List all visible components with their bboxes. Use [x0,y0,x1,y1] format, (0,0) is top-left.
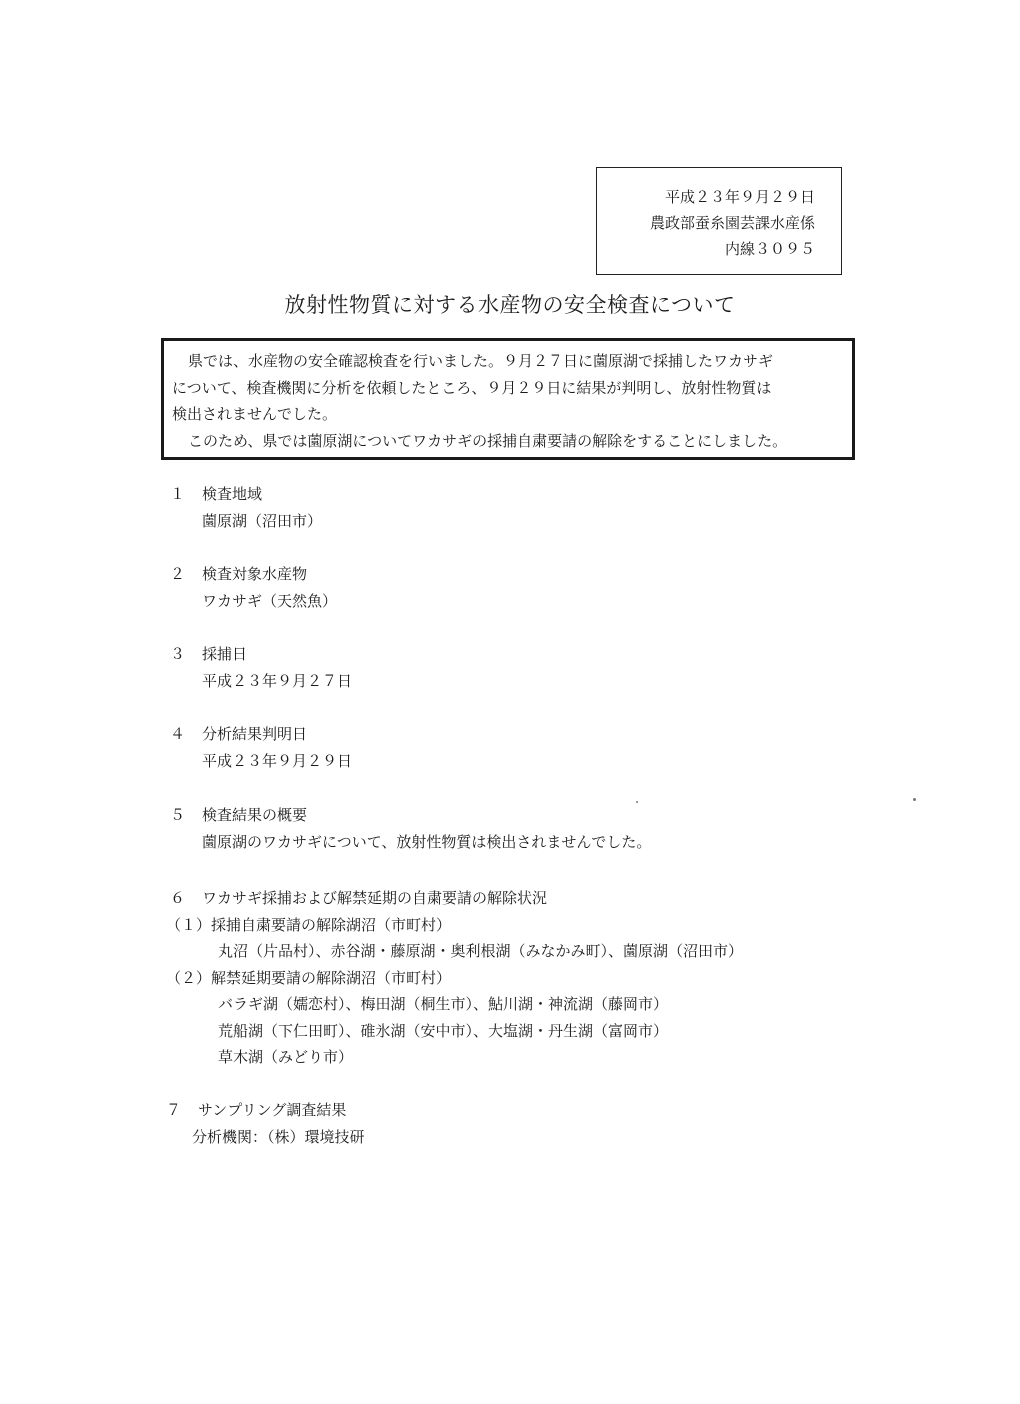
section-title: 採捕日 [202,645,248,663]
scan-speck [913,798,916,801]
section-heading [170,885,743,912]
section-number: ２ [170,565,186,583]
section-number: ５ [170,806,186,824]
section-body: 分析機関：（株）環境技研 [192,1128,365,1146]
scan-speck [636,801,638,803]
section-5 [170,802,651,856]
section-heading [166,1097,365,1124]
section-heading [170,721,352,748]
section-body: 平成２３年９月２９日 [202,752,353,770]
subsection-heading: （１）採捕自粛要請の解除湖沼（市町村） [166,915,452,934]
issuer-box [596,167,842,275]
section-title: サンプリング調査結果 [198,1101,347,1119]
department-name: 農政部蚕糸園芸課水産係 [649,214,815,232]
subsection-heading: （２）解禁延期要請の解除湖沼（市町村） [166,968,452,987]
section-body: 平成２３年９月２７日 [202,672,353,690]
section-title: ワカサギ採捕および解禁延期の自粛要請の解除状況 [202,889,548,907]
section-number: １ [170,485,186,503]
section-3 [170,641,352,695]
section-number: ７ [166,1101,182,1119]
section-number: ６ [170,889,186,907]
section-title: 検査結果の概要 [202,806,308,824]
summary-line: 検出されませんでした。 [172,405,338,423]
section-body: 薗原湖のワカサギについて、放射性物質は検出されませんでした。 [202,833,652,851]
section-heading [170,802,651,829]
section-heading [170,641,352,668]
document-title: 放射性物質に対する水産物の安全検査について [284,293,736,317]
subsection-line: 草木湖（みどり市） [218,1048,354,1066]
extension-number: 内線３０９５ [724,240,815,258]
summary-line: について、検査機関に分析を依頼したところ、９月２９日に結果が判明し、放射性物質は [172,378,772,397]
summary-box [161,338,855,460]
section-6 [166,885,744,1071]
section-2 [170,561,337,615]
section-1 [170,481,322,535]
section-heading [170,561,337,588]
section-4 [170,721,352,775]
subsection-line: 荒船湖（下仁田町）、碓氷湖（安中市）、大塩湖・丹生湖（富岡市） [218,1021,669,1040]
subsection-line: バラギ湖（嬬恋村）、梅田湖（桐生市）、鮎川湖・神流湖（藤岡市） [218,995,669,1013]
section-7 [166,1097,365,1151]
section-title: 分析結果判明日 [202,725,308,743]
section-title: 検査地域 [202,485,263,503]
section-body: ワカサギ（天然魚） [202,592,338,610]
section-title: 検査対象水産物 [202,565,308,583]
section-heading [170,481,322,508]
summary-line: このため、県では薗原湖についてワカサギの採捕自粛要請の解除をすることにしました。 [188,431,788,450]
section-number: ４ [170,725,186,743]
section-number: ３ [170,645,186,663]
summary-line: 県では、水産物の安全確認検査を行いました。９月２７日に薗原湖で採捕したワカサギ [188,352,774,370]
subsection-line: 丸沼（片品村）、赤谷湖・藤原湖・奥利根湖（みなかみ町）、薗原湖（沼田市） [218,942,744,960]
issue-date: 平成２３年９月２９日 [664,188,815,206]
section-body: 薗原湖（沼田市） [202,512,323,530]
